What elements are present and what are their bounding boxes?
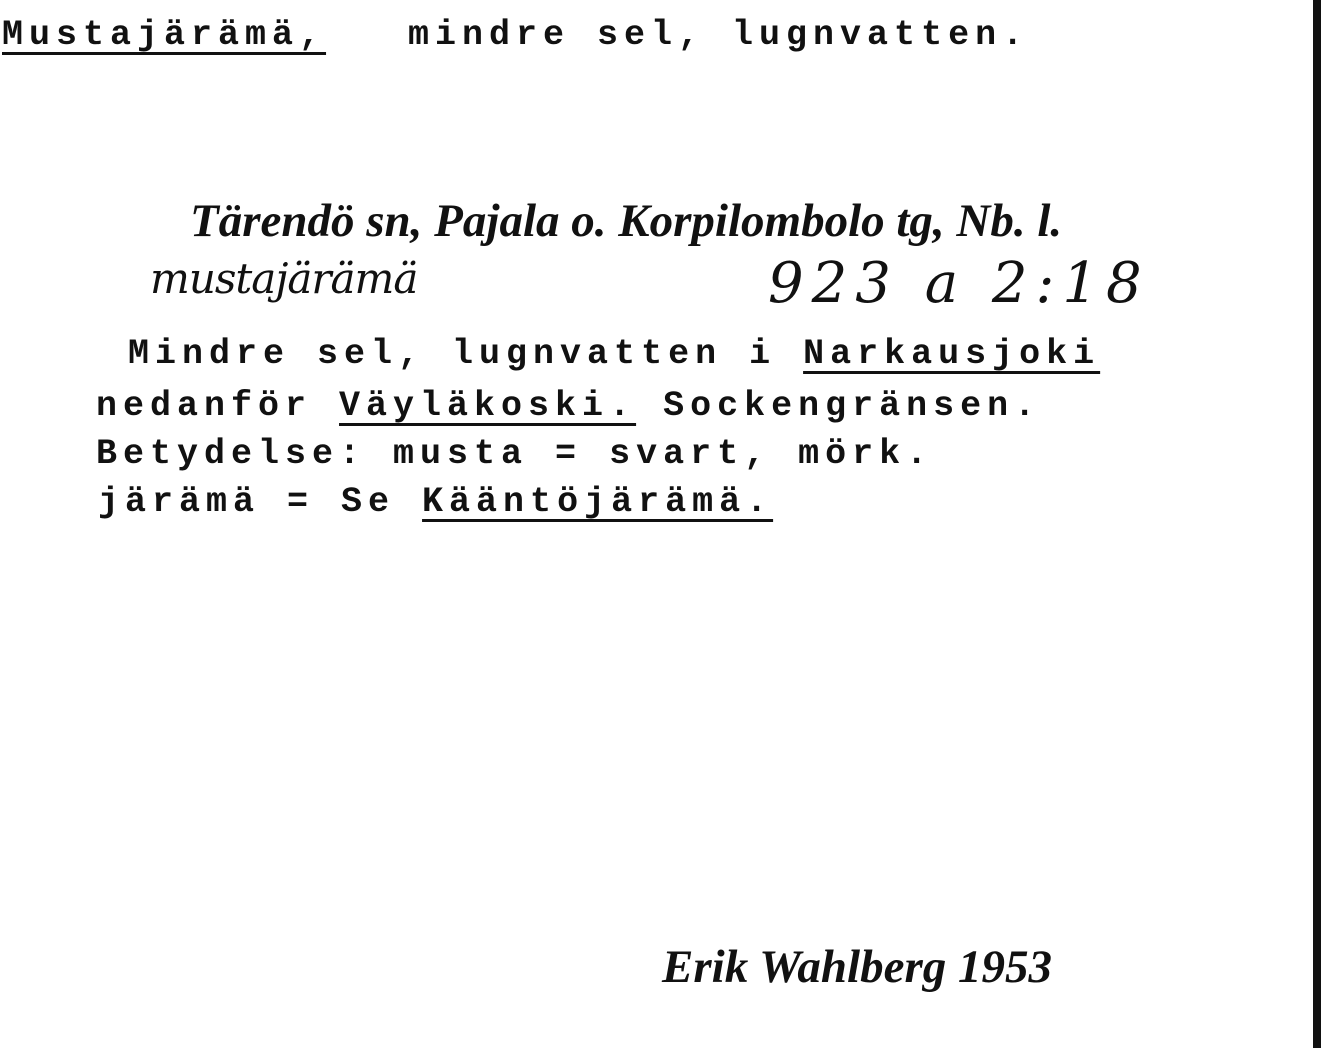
body-line-4-text: järämä = Se (98, 482, 423, 522)
headword: Mustajärämä, (2, 15, 327, 55)
handwritten-reference: 923 a 2:18 (768, 251, 1150, 316)
body-line-4 (98, 482, 774, 522)
body-line-1-text: Mindre sel, lugnvatten i (128, 334, 804, 374)
signature: Erik Wahlberg 1953 (662, 941, 1052, 993)
body-line-2 (96, 386, 1042, 426)
body-line-3: Betydelse: musta = svart, mörk. (96, 434, 934, 474)
headword-definition: mindre sel, lugnvatten. (408, 15, 1030, 55)
card-edge-line (1313, 0, 1321, 1048)
vaylakoski-reference: Väyläkoski. (339, 386, 637, 426)
handwritten-name: mustajärämä (150, 254, 418, 303)
body-line-2-suffix: Sockengränsen. (636, 386, 1042, 426)
kaantojarama-reference: Kääntöjärämä. (422, 482, 774, 522)
place-line: Tärendö sn, Pajala o. Korpilombolo tg, Nb. l. (190, 195, 1063, 247)
body-line-1 (128, 334, 1101, 374)
body-line-2-text: nedanför (96, 386, 340, 426)
narkausjoki-reference: Narkausjoki (803, 334, 1101, 374)
